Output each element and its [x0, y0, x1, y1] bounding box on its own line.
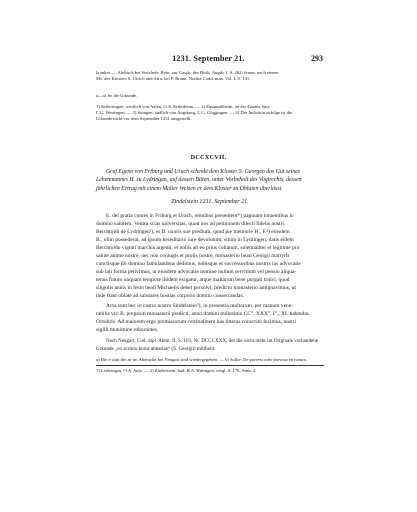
footnote-a: a—a) So die Urkunde. — [96, 93, 138, 98]
top-note-line: kranker. — Abdruck bei Steichele, Beitr. zur Gesch. des Bisth. Augsb. I, S. 262; ferner, nach einem — [96, 70, 279, 75]
charter-line: B., olim possederat, ad ipsum hereditario iure devolutum, situm in Lydringen, datis eidem — [96, 237, 294, 243]
charter-closing — [96, 302, 324, 334]
top-notes — [96, 70, 324, 82]
summary-line: Graf Egeno von Friburg und Urach schenkt dem Kloster S. Georgen das Gut seines — [106, 169, 301, 175]
regest-summary — [96, 168, 324, 193]
charter-line: domino salutem. Ventra scias universitas, quod nos ad petitionem dilecti fidelis nostri, — [96, 221, 286, 227]
charter-line: tenus futuro unquam tempore ibidem exigatur, atque maltarum bene purgati tritici, quod — [96, 277, 290, 283]
footnote-line: L.G. Wertingen. — 3) Suingen, südlich von Augsburg, L.G. Göggingen. — 4) Der Indiction zufolge ist die — [96, 110, 293, 115]
charter-line: inde fiant oblate ad salutares hostias corporis domini consecrandas. — [96, 293, 244, 299]
charter-line: singulis annis in festo beati Michaelis debet persolvi, predicto monasterio amignavimus, ut — [96, 285, 296, 291]
source-note — [96, 338, 324, 353]
charter-line: Octobris. Ad maiorem ergo premissorum certitudinem has litteras conscribi fecimus, nostri — [96, 319, 296, 325]
top-footnotes — [96, 104, 324, 122]
charter-line: cunctisque ibi domino famulantibus dedimus, nobisque et successoribus nostris ius advocatie — [96, 261, 301, 267]
charter-line: E. dei gratia comes in Friburg et Urach, omnibus presentem*) paginam intuentibus in — [106, 213, 294, 219]
charter-line: Berchtoldo viginti marchis argenti, et nobis ab eo prius collatum, solennaliter et legitime pro — [96, 245, 300, 251]
summary-line: jährlichen Ertrag mit einem Malter Weizen er dem Kloster zu Oblaten überlässt. — [96, 185, 283, 192]
variant-note: a) Die e statt der ae im Abdrucke bei Neugart sind wiedergegeben. — b) Sollte: De parvest oder parvosa en natura. — [96, 357, 307, 362]
charter-text — [96, 212, 324, 300]
charter-line: sub tali forma petivimus, ut eiusdem advocatie nomine nullum servitium vel pensio aliqua- — [96, 269, 297, 275]
charter-line: rabilis viri B. prepositi monasterii predicti, anno domini millesimo CC°. XXX°. I°., XI. kalendas — [96, 311, 309, 317]
footnote-line: Urkunde nicht vor dem September 1231 ausgestellt. — [96, 116, 192, 121]
charter-line: salute anime nostre, nec non coniugis et prolis nostre, monasterio beati Georgii martyris — [96, 253, 290, 259]
footnote-line: 1) Seifertingen, westlich von Aalen, O.A. Ertlesheim. — 2) Zusamaltheim, an der Zusam, bair. — [96, 104, 271, 109]
source-line: Nach Neugart, Cod. dipl. Alem. II, S. 163, Nr. DCCCXXX, der die nicht mehr im Originale vorhandene — [106, 338, 319, 344]
summary-line: Lehenmannes H. zu Lydringen, auf dessen Bitten, unter Vorbehalt des Vogtrechts, dessen — [96, 177, 302, 184]
charter-line: sigilli munimine roborantes. — [96, 327, 159, 333]
charter-line: Berchtoldi de Lydringen¹), et D. uxoris sue predium, quod pie memorie H., F.²) einsdem — [96, 229, 290, 235]
footnote-divider — [96, 365, 324, 366]
place-date: Zindelstein 1231. September 21. — [171, 199, 249, 205]
source-line: Urkunde „ex scrinio huius abbatiae“ (S. Georgii) mittheilt. — [96, 345, 216, 352]
page-number: 293 — [311, 54, 323, 63]
charter-line: Acta sunt hec in castro nostro Sindelstein³), in presentia multorum, per manum vene- — [106, 303, 294, 309]
document-number: DCCXCVII. — [190, 154, 227, 161]
bottom-footnotes: 1) Leidringen, O.A. Sulz. — 2) Zindelstein, bad. B.A. Hüfingen, vergl. S. 176, Anm. 2. — [96, 368, 257, 373]
running-header-date: 1231. September 21. — [172, 54, 245, 63]
top-note-line: Ms. des Klosters S. Ulrich und Afra, bei P. Braun, Notitia Codd. man. Vol. I, S. 141. — [96, 76, 251, 81]
